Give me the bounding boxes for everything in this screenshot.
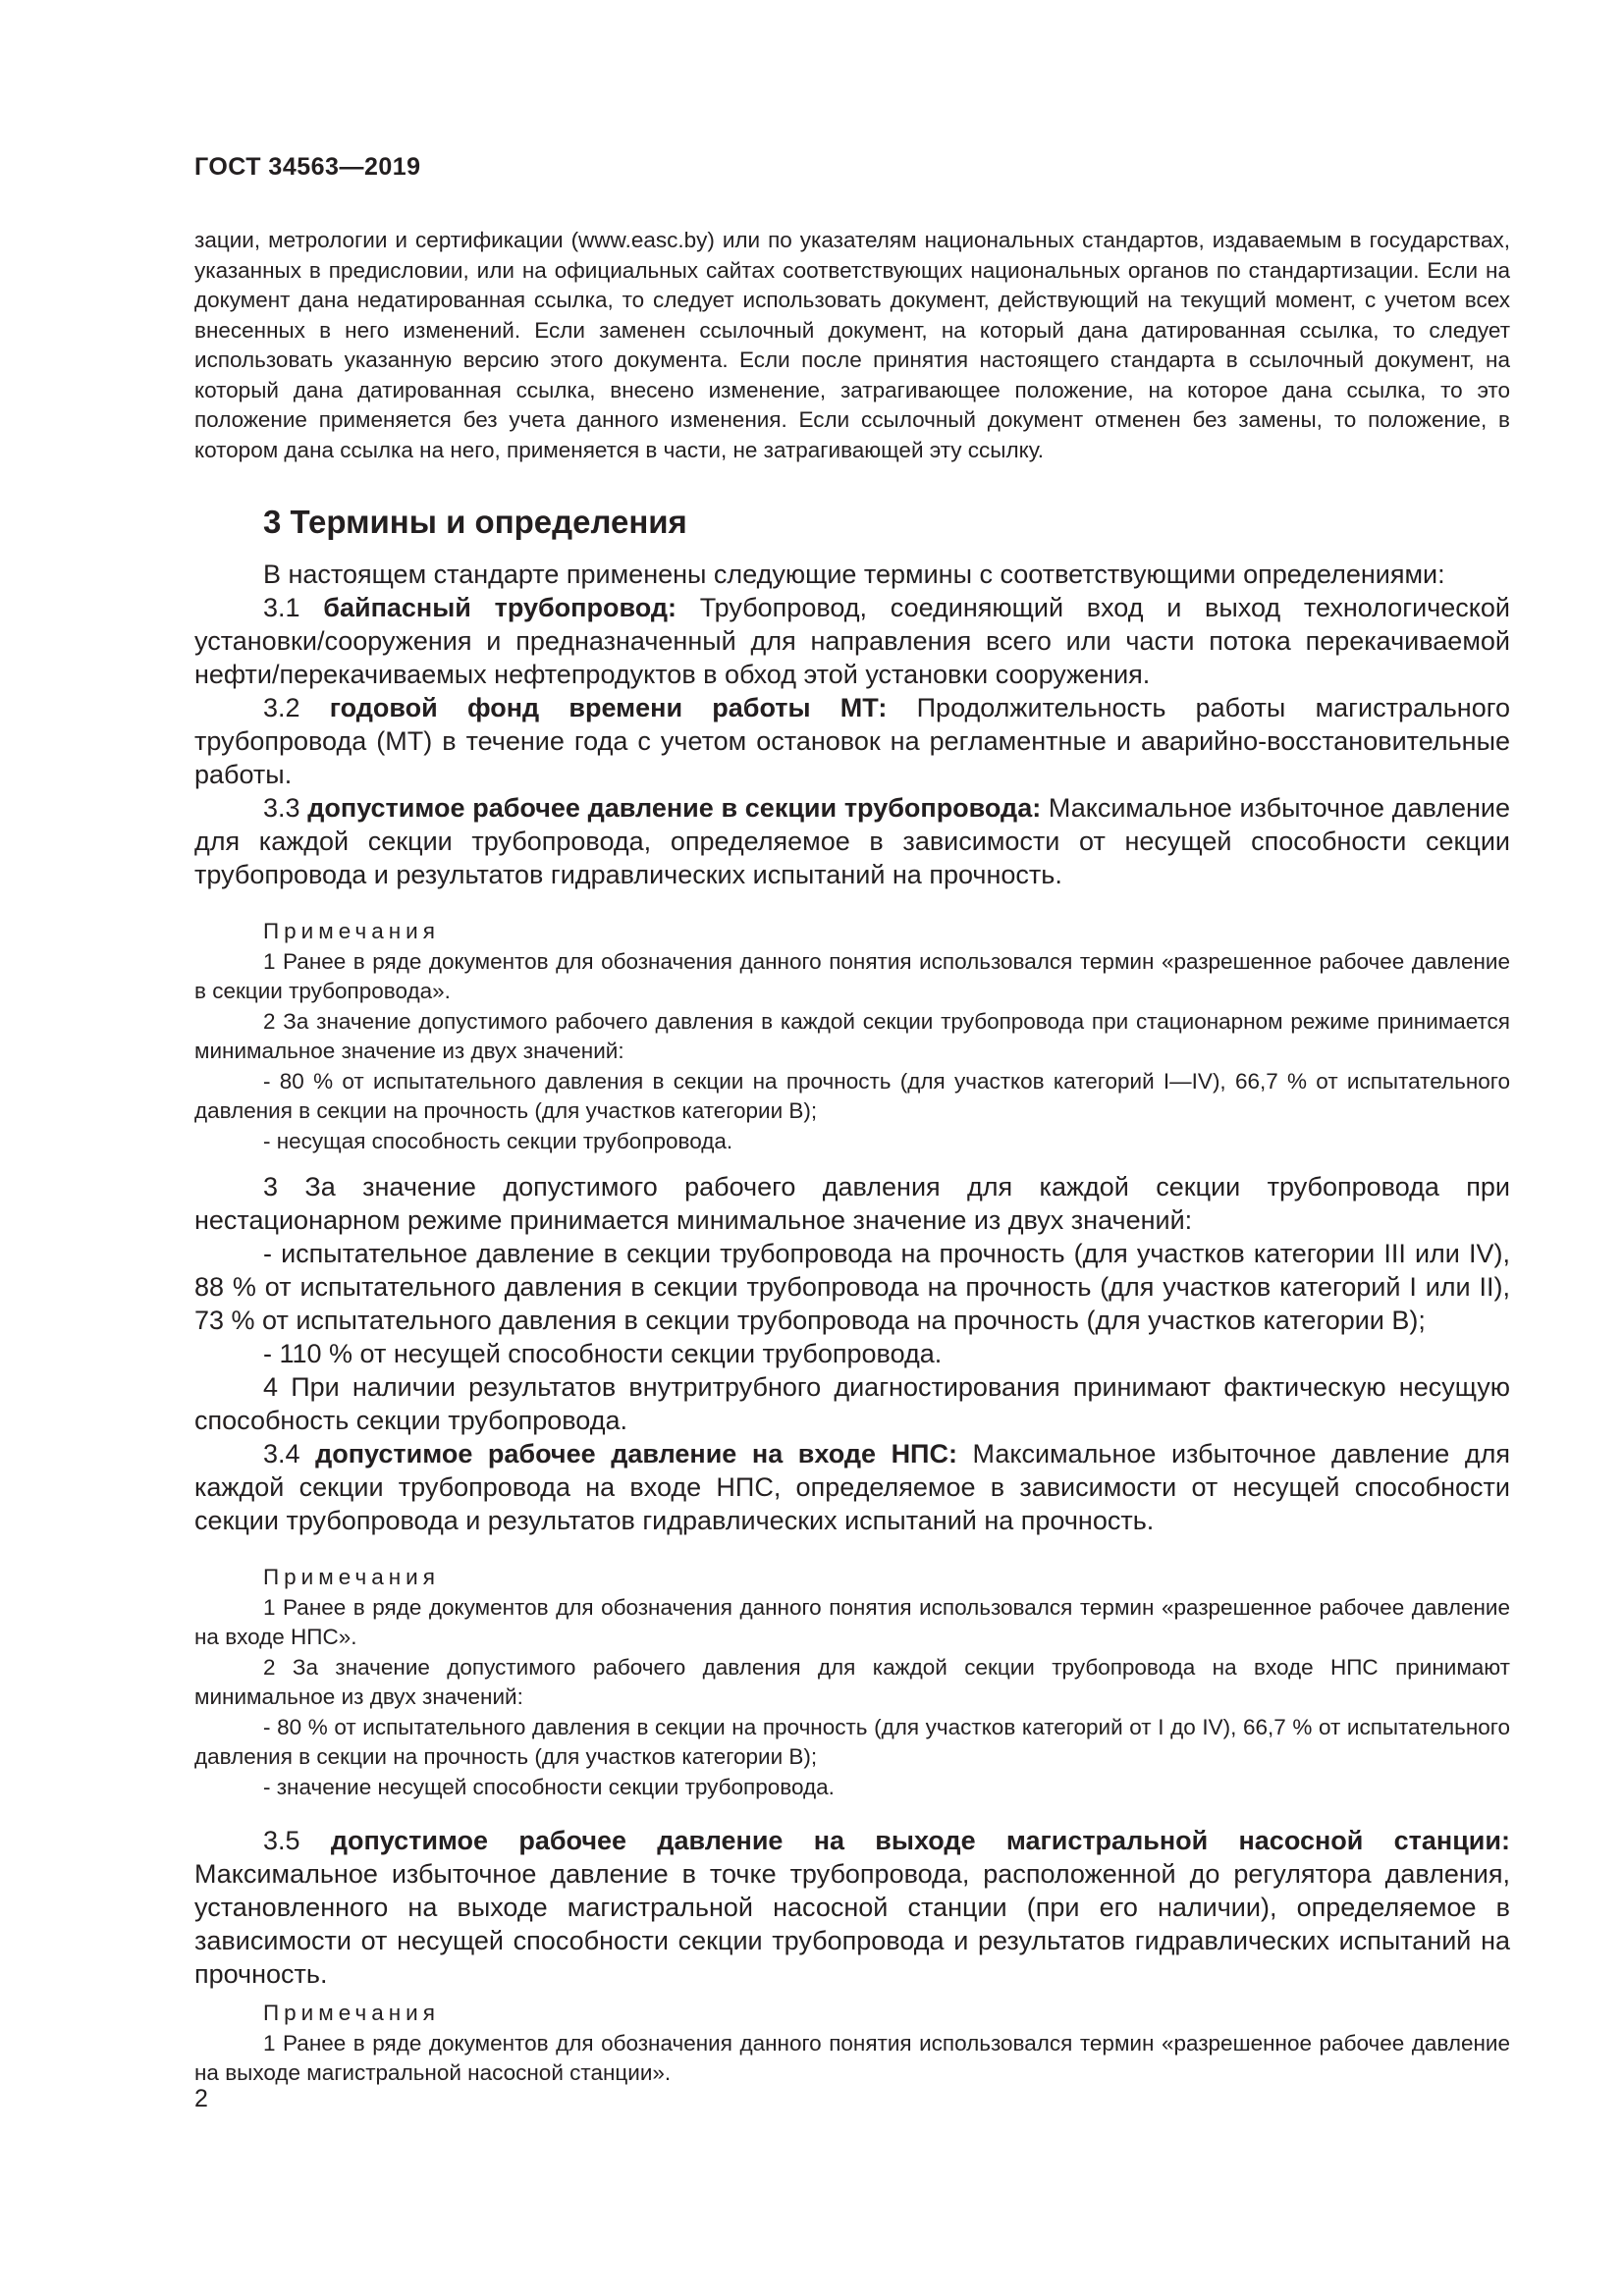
term-number: 3.4 [263, 1439, 316, 1468]
term-name: допустимое рабочее давление на выходе магистральной насосной станции: [330, 1826, 1510, 1855]
note-list-item: - 80 % от испытательного давления в секции на прочность (для участков категорий I—IV), 66,7 % от испытательного давления в секции на прочность (для участков категории В); [194, 1068, 1510, 1123]
term-definition: Максимальное избыточное давление для каждой секции трубопровода на входе НПС, определяемое в зависимости от несущей способности секции трубопровода и результатов гидравлических испытаний на прочность. [194, 1439, 1510, 1535]
note-item: 2 За значение допустимого рабочего давления в каждой секции трубопровода при стационарном режиме принимается минимальное значение из двух значений: [194, 1008, 1510, 1063]
section-title: 3 Термины и определения [263, 504, 687, 540]
note-item: 2 За значение допустимого рабочего давления для каждой секции трубопровода на входе НПС принимают минимальное из двух значений: [194, 1654, 1510, 1709]
note-item: 1 Ранее в ряде документов для обозначения данного понятия использовался термин «разрешенное рабочее давление в секции трубопровода». [194, 948, 1510, 1003]
note-list-item: - 80 % от испытательного давления в секции на прочность (для участков категорий от I до IV), 66,7 % от испытательного давления в секции на прочность (для участков категории В); [194, 1714, 1510, 1769]
term-name: годовой фонд времени работы МТ: [329, 693, 888, 722]
document-header: ГОСТ 34563—2019 [194, 153, 421, 181]
term-3-5-block [194, 1824, 1510, 1991]
note-item: 4 При наличии результатов внутритрубного диагностирования принимают фактическую несущую способность секции трубопровода. [194, 1372, 1510, 1435]
note-item: 1 Ранее в ряде документов для обозначения данного понятия использовался термин «разрешенное рабочее давление на входе НПС». [194, 1594, 1510, 1649]
term-name: байпасный трубопровод: [323, 593, 677, 622]
term-definition: Максимальное избыточное давление для каждой секции трубопровода, определяемое в зависимости от несущей способности секции трубопровода и результатов гидравлических испытаний на прочность. [194, 793, 1510, 889]
term-3-2 [194, 691, 1510, 791]
note-list-item: - значение несущей способности секции трубопровода. [263, 1774, 835, 1799]
term-3-3 [194, 791, 1510, 891]
intro-paragraph: зации, метрологии и сертификации (www.easc.by) или по указателям национальных стандартов, издаваемым в государствах, указанных в предисловии, или на официальных сайтах соответствующих национальных органов по стандартизации. Если на документ дана недатированная ссылка, то следует использовать документ, действующий на текущий момент, с учетом всех внесенных в него изменений. Если заменен ссылочный документ, на который дана датированная ссылка, то следует использовать указанную версию этого документа. Если после принятия настоящего стандарта в ссылочный документ, на который дана датированная ссылка, внесено изменение, затрагивающее положение, на которое дана ссылка, то это положение применяется без учета данного изменения. Если ссылочный документ отменен без замены, то положение, в котором дана ссылка на него, применяется в части, не затрагивающей эту ссылку. [194, 228, 1510, 462]
notes-heading: Примечания [263, 1565, 440, 1589]
term-3-5 [194, 1824, 1510, 1991]
notes-3-3 [194, 917, 1510, 1156]
term-number: 3.1 [263, 593, 324, 622]
notes-3-3-continued [194, 1170, 1510, 1537]
term-definition: Трубопровод, соединяющий вход и выход технологической установки/сооружения и предназначенный для направления всего или части потока перекачиваемой нефти/перекачиваемых нефтепродуктов в обход этой установки сооружения. [194, 593, 1510, 689]
section-body [194, 558, 1510, 891]
term-number: 3.5 [263, 1826, 331, 1855]
notes-3-5 [194, 1999, 1510, 2089]
term-number: 3.3 [263, 793, 308, 823]
notes-3-4 [194, 1563, 1510, 1802]
term-3-4 [194, 1437, 1510, 1537]
document-body [194, 226, 1510, 2089]
note-list-item: - испытательное давление в секции трубопровода на прочность (для участков категории III или IV), 88 % от испытательного давления в секции трубопровода на прочность (для участков категорий I или II), 73 % от испытательного давления в секции трубопровода на прочность (для участков категории В); [194, 1239, 1510, 1335]
note-item: 1 Ранее в ряде документов для обозначения данного понятия использовался термин «разрешенное рабочее давление на выходе магистральной насосной станции». [194, 2030, 1510, 2085]
term-definition: Максимальное избыточное давление в точке трубопровода, расположенной до регулятора давления, установленного на выходе магистральной насосной станции (при его наличии), определяемое в зависимости от несущей способности секции трубопровода и результатов гидравлических испытаний на прочность. [194, 1859, 1510, 1989]
note-item: 3 За значение допустимого рабочего давления для каждой секции трубопровода при нестационарном режиме принимается минимальное значение из двух значений: [194, 1172, 1510, 1235]
term-name: допустимое рабочее давление на входе НПС: [315, 1439, 957, 1468]
note-list-item: - 110 % от несущей способности секции трубопровода. [263, 1339, 943, 1368]
term-name: допустимое рабочее давление в секции трубопровода: [307, 793, 1042, 823]
section-lead: В настоящем стандарте применены следующие термины с соответствующими определениями: [263, 560, 1445, 589]
term-3-1 [194, 591, 1510, 691]
notes-heading: Примечания [263, 919, 440, 943]
note-list-item: - несущая способность секции трубопровода. [263, 1128, 733, 1153]
notes-heading: Примечания [263, 2001, 440, 2025]
term-number: 3.2 [263, 693, 330, 722]
term-definition: Продолжительность работы магистрального трубопровода (МТ) в течение года с учетом остановок на регламентные и аварийно-восстановительные работы. [194, 693, 1510, 789]
page-number: 2 [194, 2085, 208, 2112]
